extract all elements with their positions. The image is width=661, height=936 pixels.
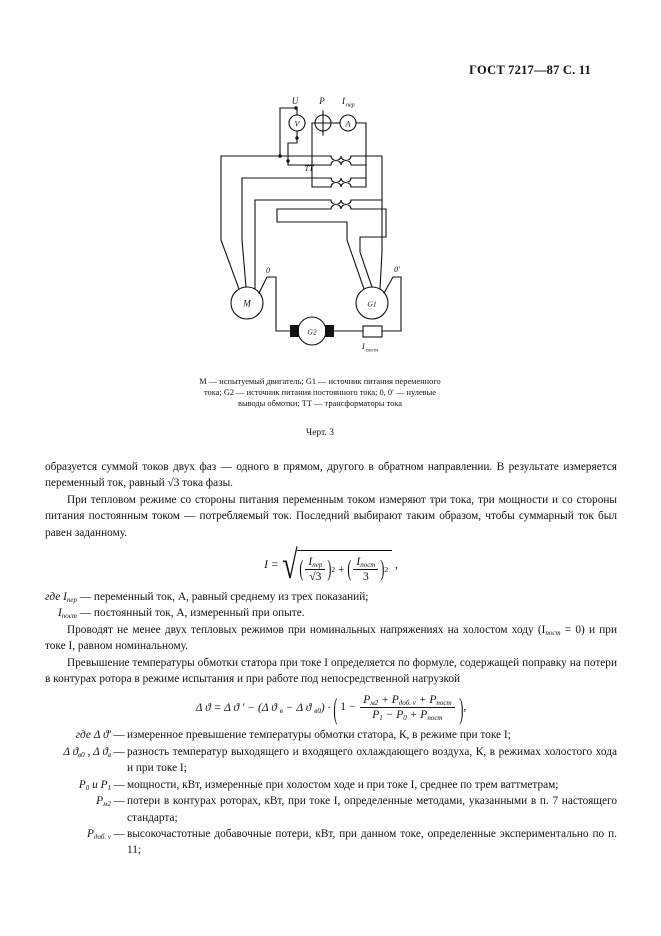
fraction-i-post: $\frac{I_{пост}}{3}$	[353, 556, 378, 583]
where-item: $I_{пост}$ — постоянный ток, А, измеренный при опыте.	[58, 607, 305, 621]
label-i-per-sub: пер	[346, 102, 355, 109]
where-item: $P_{м2}$ — потери в контурах роторах, кВт, при токе I, определенные методами, указанными в п. 7 настоящего стандарта;	[96, 795, 617, 824]
where-item: где Δ ϑ′ — измеренное превышение температуры обмотки статора, К, в режиме при токе I;	[75, 729, 511, 742]
radical: √ ( $\frac{I_{пер}}{√3}$ ) 2 + ( $\frac{I_{пост}}{3}$ ) 2	[281, 548, 392, 583]
fraction-losses: $\frac{P_{м2} + P_{доб. v} + P_{пост}}{P_1 - P_0 + P_{пост}}$	[360, 694, 454, 721]
label-i-post-sub: пост	[366, 347, 378, 354]
transformer-1-icon	[331, 156, 351, 165]
label-i-per: I	[342, 96, 345, 106]
paragraph-two-regimes: Проводят не менее двух тепловых режимов при номинальных напряжениях на холостом ходу $(I_{пост} = 0)$ и при токе I, равном номинальному.	[45, 623, 617, 653]
label-m: М	[243, 298, 251, 309]
formula-total-current: I = √ ( $\frac{I_{пер}}{√3}$ ) 2 + ( $\frac{I_{пост}}{3}$ ) 2 ,	[264, 542, 398, 588]
where-item: Δ $ϑ_{в0}$ , Δ $ϑ_в$ — разность температур выходящего и входящего охлаждающего воздуха, К, в режимах холостого хода и при токе I;	[63, 745, 617, 775]
paragraph-continuation: образуется суммой токов двух фаз — одного в прямом, другого в обратном направлении. В результате измеряется переменный ток, равный √3 тока фазы.	[45, 461, 617, 490]
label-tt: ТТ	[304, 164, 314, 173]
where-item: где $I_{пер}$ — переменный ток, А, равный среднему из трех показаний;	[45, 591, 369, 605]
caption-line: М — испытуемый двигатель; G1 — источник питания переменного	[199, 377, 441, 386]
paragraph-thermal-mode: При тепловом режиме со стороны питания переменным током измеряют три тока, три мощности и со стороны питания постоянным током — потребляемый ток. Последний выбирают таким образом, чтобы суммарный ток был равен заданному.	[45, 493, 617, 539]
formula-temperature: Δ ϑ = Δ ϑ ′ − (Δ ϑ $_в$ − Δ ϑ $_{в0}$) · ( 1 − $\frac{P_{м2} + P_{доб. v} + P_{пост}}{P_1 - P_0 + P_{пост}}$ ),	[195, 690, 467, 726]
brush-terminal-left	[290, 325, 299, 337]
where-item: $P_0$ и $P_1$ — мощности, кВт, измеренные при холостом ходе и при токе I, среднее по трем ваттметрам;	[78, 778, 559, 792]
body-text	[45, 459, 617, 859]
figure-number: Черт. 3	[306, 428, 334, 438]
label-v: V	[294, 119, 300, 129]
caption-line: тока; G2 — источник питания постоянного тока; 0, 0′ — нулевые	[204, 387, 436, 397]
label-p: P	[319, 96, 325, 106]
label-i-post: I	[362, 342, 365, 351]
label-g2: G2	[307, 327, 317, 337]
label-zero-prime: 0′	[394, 265, 400, 274]
circuit-wires	[221, 108, 401, 345]
where-list	[45, 727, 617, 858]
where-item: $P_{доб. v}$ — высокочастотные добавочные потери, кВт, при данном токе, определенные экспериментально по п. 11;	[87, 827, 617, 857]
label-a: A	[345, 119, 351, 129]
fraction-i-per: $\frac{I_{пер}}{√3}$	[305, 556, 325, 583]
brush-terminal-right	[325, 325, 334, 337]
circuit-diagram	[205, 90, 455, 362]
caption-line: выводы обмотки; ТТ — трансформаторы тока	[237, 398, 402, 408]
figure-caption	[130, 377, 510, 410]
page-header: ГОСТ 7217—87 С. 11	[469, 63, 591, 77]
transformer-3-icon	[331, 200, 351, 209]
paragraph-temperature-rise: Превышение температуры обмотки статора при токе I определяется по формуле, содержащей поправку на потери в контурах ротора в режиме испытания и при работе под непосредственной нагрузкой	[45, 656, 617, 686]
label-g1: G1	[367, 299, 377, 309]
label-u: U	[291, 96, 299, 106]
label-zero: 0	[266, 266, 270, 275]
transformer-2-icon	[331, 178, 351, 187]
shunt-icon	[363, 326, 382, 337]
